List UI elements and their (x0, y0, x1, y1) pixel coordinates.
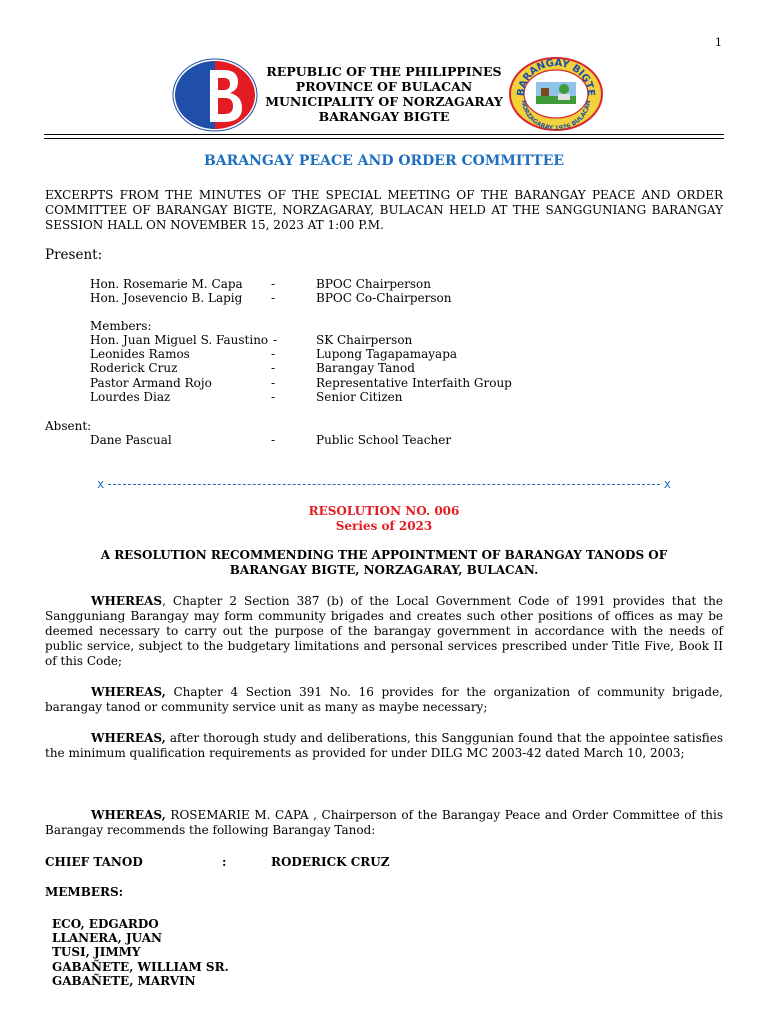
whereas-lead: WHEREAS, (91, 685, 166, 699)
tanod-members-label: MEMBERS: (45, 885, 124, 899)
whereas-lead: WHEREAS (91, 594, 163, 608)
chief-tanod-colon: : (222, 855, 227, 869)
attendee-position: Lupong Tagapamayapa (316, 347, 458, 361)
tanod-member: ECO, EDGARDO (52, 917, 159, 931)
attendee-row (90, 277, 530, 292)
members-label: Members: (90, 319, 152, 333)
separator-right-x: x (663, 477, 671, 491)
attendee-row (90, 390, 530, 405)
letterhead (0, 56, 768, 136)
barangay-seal-icon (508, 56, 604, 132)
attendee-position: SK Chairperson (316, 333, 413, 347)
attendee-name: Dane Pascual (90, 433, 172, 447)
present-label: Present: (45, 247, 103, 263)
resolution-series: Series of 2023 (335, 519, 433, 533)
chief-tanod-name: RODERICK CRUZ (271, 855, 390, 869)
header-line-barangay: BARANGAY BIGTE (318, 109, 450, 124)
attendee-position: Representative Interfaith Group (316, 376, 512, 390)
attendee-name: Hon. Juan Miguel S. Faustino (90, 333, 269, 347)
whereas-text: Chapter 4 Section 391 No. 16 provides for the organization of community brigade, barangay tanod or community service unit as many as maybe necessary; (45, 685, 723, 714)
whereas-lead: WHEREAS, (91, 808, 166, 822)
header-line-municipality: MUNICIPALITY OF NORZAGARAY (265, 94, 503, 109)
attendee-name: Hon. Rosemarie M. Capa (90, 277, 243, 291)
attendee-position: Senior Citizen (316, 390, 403, 404)
tanod-member: TUSI, JIMMY (52, 945, 141, 959)
attendee-position: BPOC Co-Chairperson (316, 291, 452, 305)
tanod-member: GABAÑETE, WILLIAM SR. (52, 960, 229, 974)
attendee-name: Hon. Josevencio B. Lapig (90, 291, 243, 305)
attendee-position: Public School Teacher (316, 433, 452, 447)
attendee-row (90, 361, 530, 376)
tanod-member: LLANERA, JUAN (52, 931, 162, 945)
section-separator (97, 477, 671, 491)
whereas-clause (45, 808, 723, 838)
attendee-row (90, 291, 530, 306)
svg-text:BARANGAY BIGTE: BARANGAY BIGTE (515, 57, 597, 97)
header-divider-thin (44, 138, 724, 139)
whereas-text: ROSEMARIE M. CAPA , Chairperson of the Barangay Peace and Order Committee of this Barangay recommends the following Barangay Tanod: (45, 808, 723, 837)
committee-title: BARANGAY PEACE AND ORDER COMMITTEE (203, 153, 565, 169)
whereas-text: , Chapter 2 Section 387 (b) of the Local Government Code of 1991 provides that the Sangguniang Barangay may form community brigades and creates such other positions of offices as may be deemed necessary to carry out the purpose of the barangay government in accordance with the needs of public service, subject to the budgetary limitations and personal services prescribed under Title Five, Book II of this Code; (45, 594, 723, 668)
attendee-name: Lourdes Diaz (90, 390, 171, 404)
attendee-dash: - (271, 433, 276, 447)
whereas-clause (45, 685, 723, 715)
resolution-number: RESOLUTION NO. 006 (308, 504, 460, 518)
resolution-title: A RESOLUTION RECOMMENDING THE APPOINTMENT OF BARANGAY TANODS OF BARANGAY BIGTE, NORZAGARAY, BULACAN. (100, 548, 668, 577)
attendee-row (90, 347, 530, 362)
header-line-republic: REPUBLIC OF THE PHILIPPINES (266, 64, 502, 79)
svg-text:NORZAGARAY 1976 BULACAN: NORZAGARAY 1976 BULACAN (519, 99, 593, 132)
tanod-member: GABAÑETE, MARVIN (52, 974, 196, 988)
attendee-dash: - (271, 347, 276, 361)
chief-tanod-label: CHIEF TANOD (45, 855, 143, 869)
whereas-text: after thorough study and deliberations, this Sanggunian found that the appointee satisfies the minimum qualification requirements as provided for under DILG MC 2003-42 dated March 10, 2003; (45, 731, 723, 760)
page-number: 1 (715, 36, 722, 49)
separator-left-x: x (97, 477, 105, 491)
attendee-dash: - (271, 361, 276, 375)
attendee-name: Leonides Ramos (90, 347, 190, 361)
minutes-intro: EXCERPTS FROM THE MINUTES OF THE SPECIAL MEETING OF THE BARANGAY PEACE AND ORDER COMMITTEE OF BARANGAY BIGTE, NORZAGARAY, BULACAN HELD AT THE SANGGUNIANG BARANGAY SESSION HALL ON NOVEMBER 15, 2023 AT 1:00 P.M. (45, 188, 723, 232)
attendee-row (90, 333, 530, 348)
whereas-lead: WHEREAS, (91, 731, 166, 745)
attendee-row (90, 376, 530, 391)
whereas-clause (45, 594, 723, 669)
attendee-dash: - (271, 390, 276, 404)
attendee-dash: - (273, 333, 278, 347)
attendee-row (90, 433, 530, 448)
header-line-province: PROVINCE OF BULACAN (295, 79, 473, 94)
letterhead-text (240, 64, 528, 124)
attendee-position: BPOC Chairperson (316, 277, 431, 291)
whereas-clause (45, 731, 723, 761)
attendee-name: Roderick Cruz (90, 361, 178, 375)
attendee-dash: - (271, 291, 276, 305)
absent-label: Absent: (45, 419, 92, 433)
separator-dashes (108, 484, 660, 485)
attendee-name: Pastor Armand Rojo (90, 376, 212, 390)
attendee-position: Barangay Tanod (316, 361, 415, 375)
header-divider-thick (44, 134, 724, 135)
attendee-dash: - (271, 376, 276, 390)
attendee-dash: - (271, 277, 276, 291)
